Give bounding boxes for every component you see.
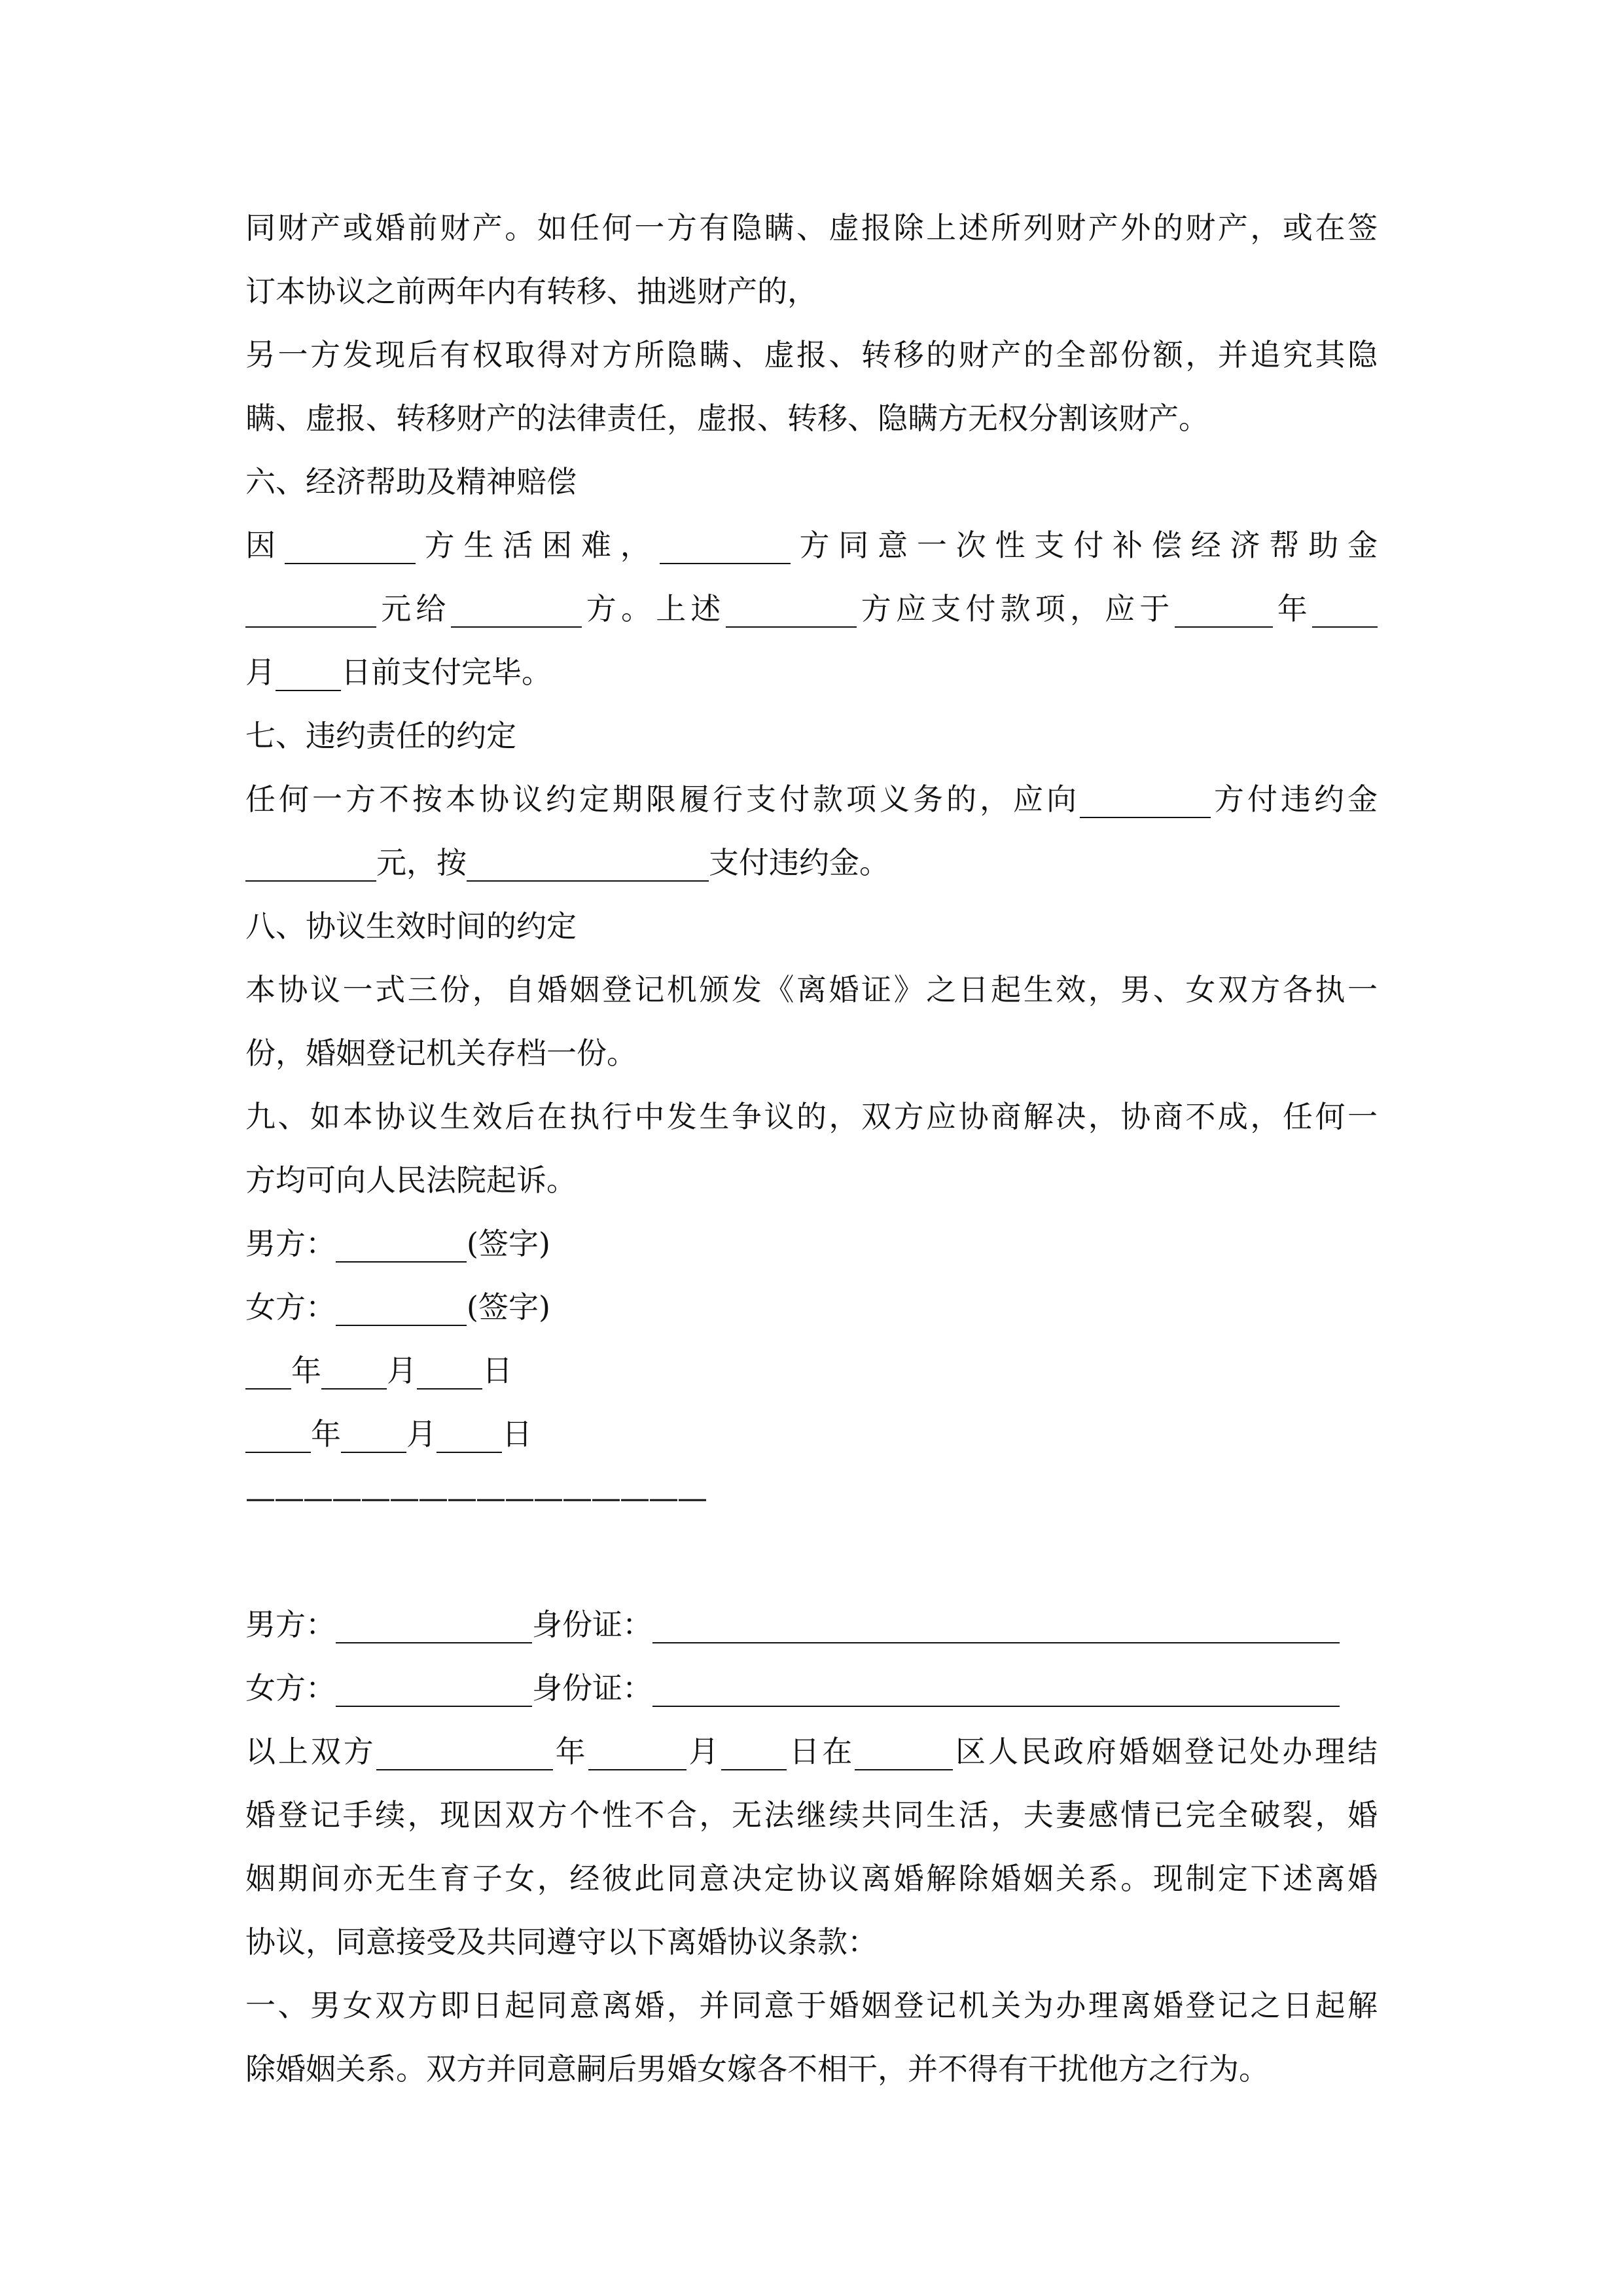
text: 以上双方 — [245, 1734, 376, 1769]
document-page — [245, 196, 1378, 2101]
section-9-line: 九、如本协议生效后在执行中发生争议的，双方应协商解决，协商不成，任何一 — [245, 1099, 1378, 1134]
text: 任何一方不按本协议约定期限履行支付款项义务的，应向 — [245, 781, 1080, 817]
year-field[interactable] — [245, 1420, 311, 1453]
section-7-heading: 七、违约责任的约定 — [245, 718, 516, 753]
label: 男方： — [245, 1607, 336, 1642]
text: 日前支付完毕。 — [341, 655, 552, 690]
district-field[interactable] — [855, 1738, 953, 1770]
female-id-row — [245, 1657, 1378, 1720]
text: 元，按 — [376, 845, 467, 880]
marriage-date-line — [245, 1720, 1378, 1784]
paragraph-line: 同财产或婚前财产。如任何一方有隐瞒、虚报除上述所列财产外的财产，或在签 — [245, 210, 1378, 245]
section-8-heading: 八、协议生效时间的约定 — [245, 908, 577, 944]
blank-field[interactable] — [726, 595, 857, 628]
male-id-row — [245, 1593, 1378, 1657]
month-field[interactable] — [321, 1357, 387, 1390]
sign-note: (签字) — [467, 1289, 550, 1325]
section-7-line-2 — [245, 831, 1378, 895]
text: 日 — [502, 1416, 532, 1452]
text: 方生活困难， — [415, 528, 660, 563]
text: 年 — [552, 1734, 588, 1769]
day-field[interactable] — [721, 1738, 787, 1770]
month-field[interactable] — [588, 1738, 687, 1770]
section-6-line-3 — [245, 641, 1378, 704]
text: 月 — [387, 1353, 417, 1388]
blank-field[interactable] — [1312, 595, 1378, 628]
text: 方同意一次性支付补偿经济帮助金 — [790, 528, 1378, 563]
text: 年 — [1272, 591, 1313, 626]
text: 支付违约金。 — [709, 845, 889, 880]
text: 年 — [291, 1353, 321, 1388]
section-6-line-2 — [245, 577, 1378, 641]
paragraph-line: 一、男女双方即日起同意离婚，并同意于婚姻登记机关为办理离婚登记之日起解 — [245, 1988, 1378, 2023]
paragraph-line: 婚登记手续，现因双方个性不合，无法继续共同生活，夫妻感情已完全破裂，婚 — [245, 1797, 1378, 1833]
label: 身份证： — [532, 1670, 652, 1706]
text: 月 — [406, 1416, 437, 1452]
section-7-line-1 — [245, 768, 1378, 831]
text: 月 — [245, 655, 276, 690]
blank-field[interactable] — [1175, 595, 1273, 628]
paragraph-line: 姻期间亦无生育子女，经彼此同意决定协议离婚解除婚姻关系。现制定下述离婚 — [245, 1861, 1378, 1896]
month-field[interactable] — [341, 1420, 406, 1453]
blank-field[interactable] — [245, 849, 376, 882]
paragraph-line: 份，婚姻登记机关存档一份。 — [245, 1035, 637, 1071]
blank-field[interactable] — [285, 531, 416, 564]
section-9-line: 方均可向人民法院起诉。 — [245, 1162, 577, 1198]
paragraph-line: 订本协议之前两年内有转移、抽逃财产的， — [245, 274, 817, 309]
female-signature-row — [245, 1276, 1378, 1339]
text: 方。上述 — [581, 591, 726, 626]
paragraph-line: 瞒、虚报、转移财产的法律责任，虚报、转移、隐瞒方无权分割该财产。 — [245, 401, 1209, 436]
text: 因 — [245, 528, 285, 563]
text: 元给 — [376, 591, 451, 626]
label: 身份证： — [532, 1607, 652, 1642]
year-field[interactable] — [245, 1357, 291, 1390]
male-name-field[interactable] — [336, 1611, 532, 1643]
text: 年 — [311, 1416, 341, 1452]
text: 日 — [482, 1353, 512, 1388]
blank-field[interactable] — [451, 595, 582, 628]
paragraph-line: 本协议一式三份，自婚姻登记机颁发《离婚证》之日起生效，男、女双方各执一 — [245, 972, 1378, 1007]
day-field[interactable] — [417, 1357, 482, 1390]
date-row-1 — [245, 1339, 1378, 1403]
paragraph-line: 除婚姻关系。双方并同意嗣后男婚女嫁各不相干，并不得有干扰他方之行为。 — [245, 2051, 1269, 2087]
section-6-line-1 — [245, 514, 1378, 577]
text: 区人民政府婚姻登记处办理结 — [953, 1734, 1378, 1769]
blank-field[interactable] — [660, 531, 791, 564]
male-signature-row — [245, 1212, 1378, 1276]
date-row-2 — [245, 1403, 1378, 1466]
year-field[interactable] — [376, 1738, 553, 1770]
label: 女方： — [245, 1670, 336, 1706]
sign-note: (签字) — [467, 1226, 550, 1261]
text: 方付违约金 — [1211, 781, 1378, 817]
text: 日在 — [787, 1734, 855, 1769]
female-name-field[interactable] — [336, 1674, 532, 1707]
female-id-field[interactable] — [652, 1674, 1340, 1707]
male-signature-field[interactable] — [336, 1230, 467, 1263]
text: 方应支付款项，应于 — [856, 591, 1175, 626]
blank-field[interactable] — [1080, 785, 1211, 818]
paragraph-line: 另一方发现后有权取得对方所隐瞒、虚报、转移的财产的全部份额，并追究其隐 — [245, 337, 1378, 372]
day-field[interactable] — [437, 1420, 502, 1453]
male-id-field[interactable] — [652, 1611, 1340, 1643]
blank-field[interactable] — [245, 595, 376, 628]
section-6-heading: 六、经济帮助及精神赔偿 — [245, 464, 577, 499]
label: 男方： — [245, 1226, 336, 1261]
blank-field[interactable] — [276, 658, 341, 691]
label: 女方： — [245, 1289, 336, 1325]
blank-field[interactable] — [467, 849, 709, 882]
paragraph-line: 协议，同意接受及共同遵守以下离婚协议条款： — [245, 1924, 878, 1960]
divider: ———————————————— — [245, 1480, 706, 1515]
female-signature-field[interactable] — [336, 1293, 467, 1326]
text: 月 — [686, 1734, 722, 1769]
